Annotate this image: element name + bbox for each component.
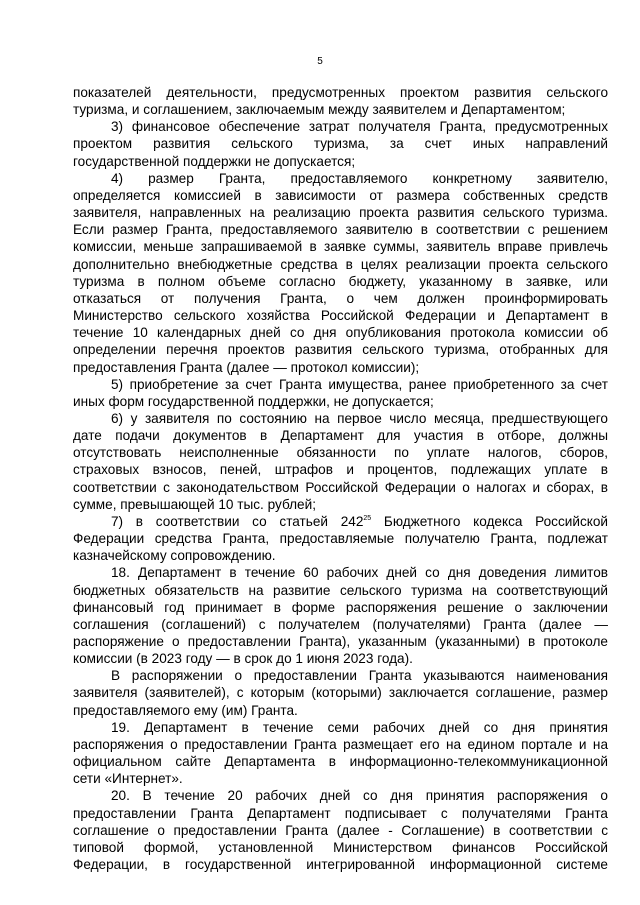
text-line: комиссии, меньше запрашиваемой в заявке суммы, заявитель вправе привлечь [73,239,608,255]
text-line: заявителя (заявителей), с которым (которыми) заключается соглашение, размер [73,685,608,701]
text-line: предоставляемого ему (им) Гранта. [73,702,298,718]
text-line: Федерации, в государственной интегрированной информационной системе [73,857,608,873]
text-line: отказаться от получения Гранта, о чем должен проинформировать [73,290,608,306]
text-line: 5) приобретение за счет Гранта имущества, ранее приобретенного за счет [111,376,608,392]
text-line: заявителя, направленных на реализацию проекта развития сельского туризма. [73,205,608,221]
text-line: 18. Департамент в течение 60 рабочих дней со дня доведения лимитов [111,565,608,581]
text-line: показателей деятельности, предусмотренных проектом развития сельского [73,85,608,100]
text-line: официальном сайте Департамента в информационно-телекоммуникационной [73,754,608,770]
text-line: туризма, и соглашением, заключаемым между заявителем и Департаментом; [73,102,566,118]
text-line: типовой формой, установленной Министерством финансов Российской [73,839,608,855]
text-line: 19. Департамент в течение семи рабочих дней со дня принятия [111,719,608,735]
text-line: отсутствовать неисполненные обязанности по уплате налогов, сборов, [73,445,608,461]
text-line: бюджетных обязательств на развитие сельского туризма на соответствующий [73,582,608,598]
text-line: дополнительно внебюджетные средства в целях реализации проекта сельского [73,256,608,272]
text-line: проектом развития сельского туризма, за счет иных направлений [73,136,608,152]
text-line-part: Бюджетного кодекса Российской [371,513,609,529]
text-line: казначейскому сопровождению. [73,548,276,564]
text-line: государственной поддержки не допускается; [73,153,356,169]
text-line: Если размер Гранта, предоставляемого заявителю в соответствии с решением [73,222,608,238]
text-line: соответствии с законодательством Российской Федерации о налогах и сборах, в [73,479,608,495]
text-line: дате подачи документов в Департамент для участия в отборе, должны [73,428,608,444]
document-body [73,84,608,873]
text-line-part: 7) в соответствии со статьей 242 [111,513,364,529]
article-superscript: 25 [363,514,372,522]
text-line: Федерации средства Гранта, предоставляемые получателю Гранта, подлежат [73,531,608,547]
text-line: определяется комиссией в зависимости от размера собственных средств [73,187,608,203]
text-line: 4) размер Гранта, предоставляемого конкретному заявителю, [111,170,608,186]
text-line: В распоряжении о предоставлении Гранта указываются наименования [111,668,608,684]
text-line: определении перечня проектов развития сельского туризма, отобранных для [73,342,608,358]
text-line: туризма в полном объеме согласно бюджету, указанному в заявке, или [73,273,608,289]
text-line: страховых взносов, пеней, штрафов и процентов, подлежащих уплате в [73,462,608,478]
text-line: комиссии (в 2023 году — в срок до 1 июня 2023 года). [73,651,413,667]
text-line: 3) финансовое обеспечение затрат получателя Гранта, предусмотренных [111,119,608,135]
text-line: 6) у заявителя по состоянию на первое число месяца, предшествующего [111,410,608,426]
text-line [73,513,608,530]
text-line: 20. В течение 20 рабочих дней со дня принятия распоряжения о [111,788,608,804]
text-line: соглашения (соглашений) с получателем (получателями) Гранта (далее — [73,616,608,632]
text-line: соглашение о предоставлении Гранта (далее - Соглашение) в соответствии с [73,822,608,838]
text-line: финансовый год принимает в форме распоряжения решение о заключении [73,599,608,615]
text-line: иных форм государственной поддержки, не допускается; [73,393,434,409]
text-line: течение 10 календарных дней со дня опубликования протокола комиссии об [73,325,608,341]
text-line: распоряжения о предоставлении Гранта размещает его на едином портале и на [73,736,608,752]
page-number: 5 [317,56,323,67]
text-line: предоставлении Гранта Департамент подписывает с получателями Гранта [73,805,608,821]
text-line: предоставления Гранта (далее — протокол комиссии); [73,359,420,375]
text-line: сети «Интернет». [73,771,183,787]
text-line: распоряжение о предоставлении Гранта), указанным (указанными) в протоколе [73,634,608,649]
text-line: сумме, превышающей 10 тыс. рублей; [73,496,316,512]
text-line: Министерство сельского хозяйства Российской Федерации и Департамент в [73,308,608,324]
